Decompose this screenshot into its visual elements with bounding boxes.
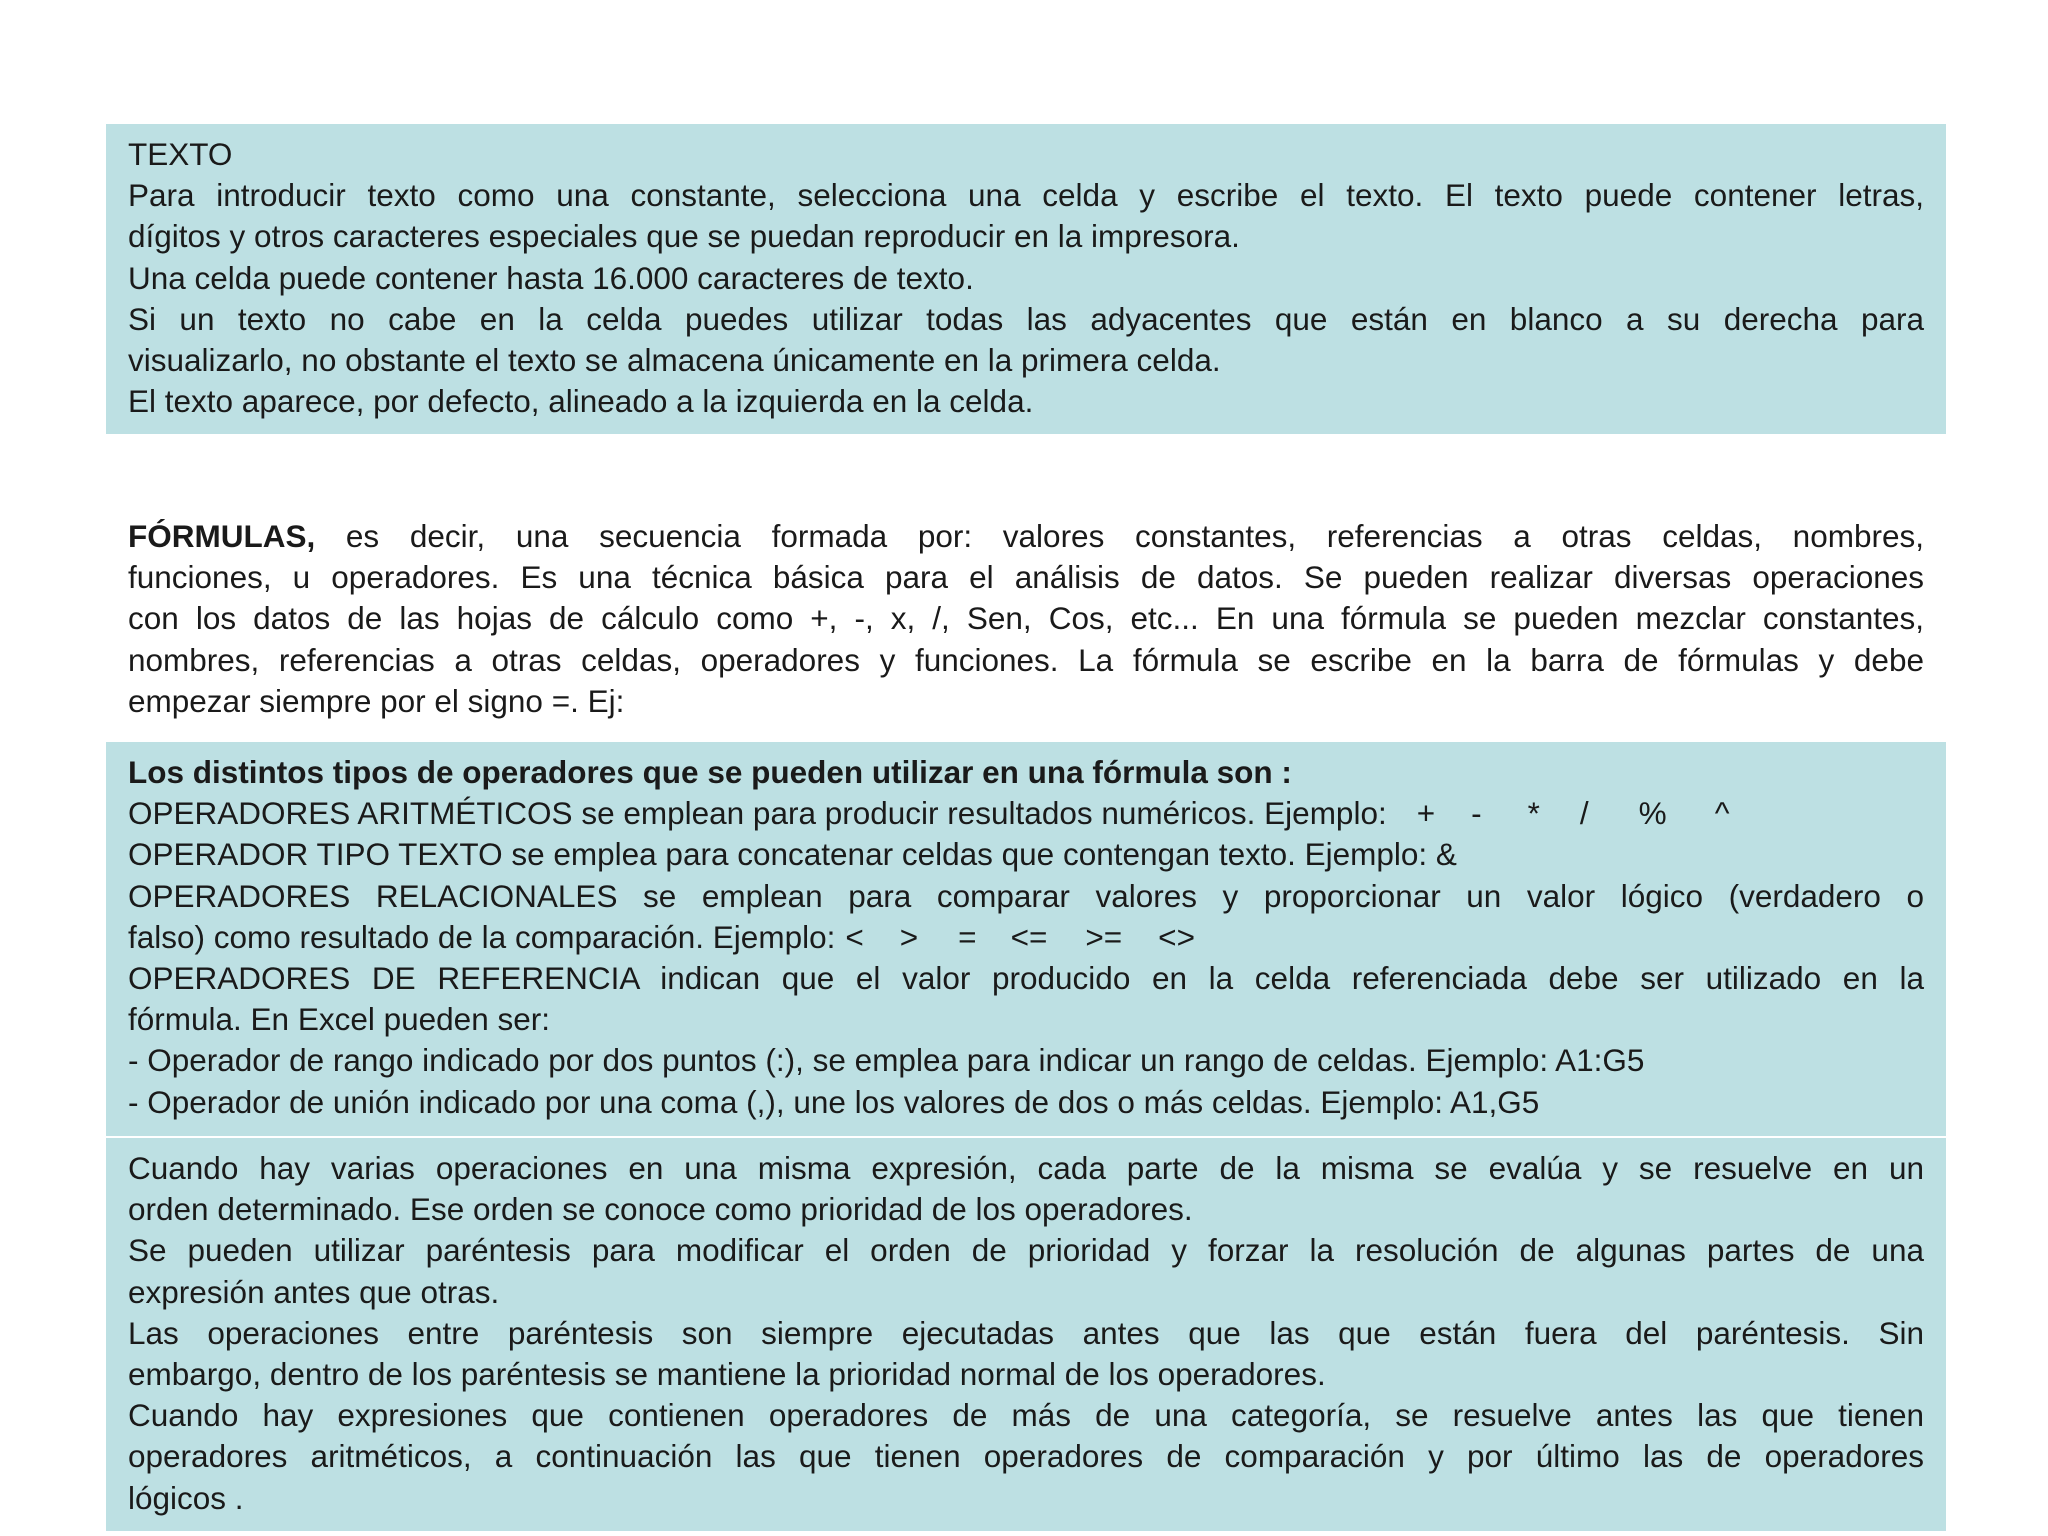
arith-symbol: / xyxy=(1579,795,1589,832)
formulas-line: nombres, referencias a otras celdas, operadores y funciones. La fórmula se escribe en la barra de fórmulas y debe xyxy=(128,641,1924,678)
texto-heading: TEXTO xyxy=(128,136,233,172)
texto-line: visualizarlo, no obstante el texto se almacena únicamente en la primera celda. xyxy=(128,341,1221,378)
formulas-first-line-rest: es decir, una secuencia formada por: valores constantes, referencias a otras celdas, nombres, xyxy=(315,518,1924,554)
texto-line: dígitos y otros caracteres especiales que se puedan reproducir en la impresora. xyxy=(128,218,1240,255)
arith-symbol: - xyxy=(1471,795,1482,832)
operador-union-line: - Operador de unión indicado por una coma (,), une los valores de dos o más celdas. Ejemplo: A1,G5 xyxy=(128,1083,1540,1120)
prioridad-line: expresión antes que otras. xyxy=(128,1273,500,1310)
texto-section xyxy=(106,124,1946,434)
arith-symbol: ^ xyxy=(1714,795,1730,832)
formulas-first-line xyxy=(128,516,1924,557)
rel-symbol: <> xyxy=(1158,918,1195,955)
prioridad-line: operadores aritméticos, a continuación las que tienen operadores de comparación y por último las de operadores xyxy=(128,1438,1924,1475)
operador-rango-line: - Operador de rango indicado por dos puntos (:), se emplea para indicar un rango de celdas. Ejemplo: A1:G5 xyxy=(128,1042,1645,1079)
prioridad-line: Las operaciones entre paréntesis son siempre ejecutadas antes que las que están fuera del paréntesis. Sin xyxy=(128,1314,1924,1351)
arith-symbol: % xyxy=(1638,795,1667,832)
formulas-section xyxy=(106,514,1946,724)
formulas-bold-lead: FÓRMULAS, xyxy=(128,518,316,554)
rel-symbol: >= xyxy=(1085,918,1123,955)
prioridad-line: embargo, dentro de los paréntesis se mantiene la prioridad normal de los operadores. xyxy=(128,1355,1326,1392)
operadores-aritmeticos-text: OPERADORES ARITMÉTICOS se emplean para producir resultados numéricos. Ejemplo: xyxy=(128,795,1387,832)
operadores-referencia-line: fórmula. En Excel pueden ser: xyxy=(128,1001,550,1038)
rel-symbol: = xyxy=(958,918,977,955)
formulas-line: con los datos de las hojas de cálculo como +, -, x, /, Sen, Cos, etc... En una fórmula se pueden mezclar constantes, xyxy=(128,600,1924,637)
texto-line: Para introducir texto como una constante, selecciona una celda y escribe el texto. El texto puede contener letras, xyxy=(128,177,1924,214)
arith-symbol: * xyxy=(1527,795,1540,832)
operadores-aritmeticos-line xyxy=(128,793,1924,834)
operadores-relacionales-line: OPERADORES RELACIONALES se emplean para comparar valores y proporcionar un valor lógico (verdadero o xyxy=(128,877,1924,914)
texto-line: Si un texto no cabe en la celda puedes utilizar todas las adyacentes que están en blanco a su derecha para xyxy=(128,300,1924,337)
formulas-line: empezar siempre por el signo =. Ej: xyxy=(128,682,625,719)
rel-symbol: <= xyxy=(1010,918,1048,955)
arith-symbol: + xyxy=(1416,795,1436,832)
operadores-heading: Los distintos tipos de operadores que se pueden utilizar en una fórmula son : xyxy=(128,754,1292,790)
prioridad-line: Cuando hay varias operaciones en una misma expresión, cada parte de la misma se evalúa y se resuelve en un xyxy=(128,1150,1924,1186)
operadores-texto-line: OPERADOR TIPO TEXTO se emplea para concatenar celdas que contengan texto. Ejemplo: & xyxy=(128,836,1457,873)
prioridad-section xyxy=(106,1138,1946,1531)
rel-symbol: > xyxy=(899,918,919,955)
formulas-line: funciones, u operadores. Es una técnica básica para el análisis de datos. Se pueden realizar diversas operaciones xyxy=(128,559,1924,596)
prioridad-line: Cuando hay expresiones que contienen operadores de más de una categoría, se resuelve antes las que tienen xyxy=(128,1397,1924,1434)
texto-line: Una celda puede contener hasta 16.000 caracteres de texto. xyxy=(128,259,974,296)
prioridad-line: lógicos . xyxy=(128,1479,244,1516)
prioridad-line: Se pueden utilizar paréntesis para modificar el orden de prioridad y forzar la resolución de algunas partes de una xyxy=(128,1232,1924,1269)
operadores-section xyxy=(106,742,1946,1136)
texto-line: El texto aparece, por defecto, alineado a la izquierda en la celda. xyxy=(128,383,1034,420)
operadores-relacionales-text: falso) como resultado de la comparación. Ejemplo: xyxy=(128,918,836,955)
rel-symbol: < xyxy=(845,918,864,955)
prioridad-line: orden determinado. Ese orden se conoce como prioridad de los operadores. xyxy=(128,1191,1193,1228)
operadores-referencia-line: OPERADORES DE REFERENCIA indican que el valor producido en la celda referenciada debe ser utilizado en la xyxy=(128,959,1924,996)
operadores-relacionales-line xyxy=(128,917,1924,958)
